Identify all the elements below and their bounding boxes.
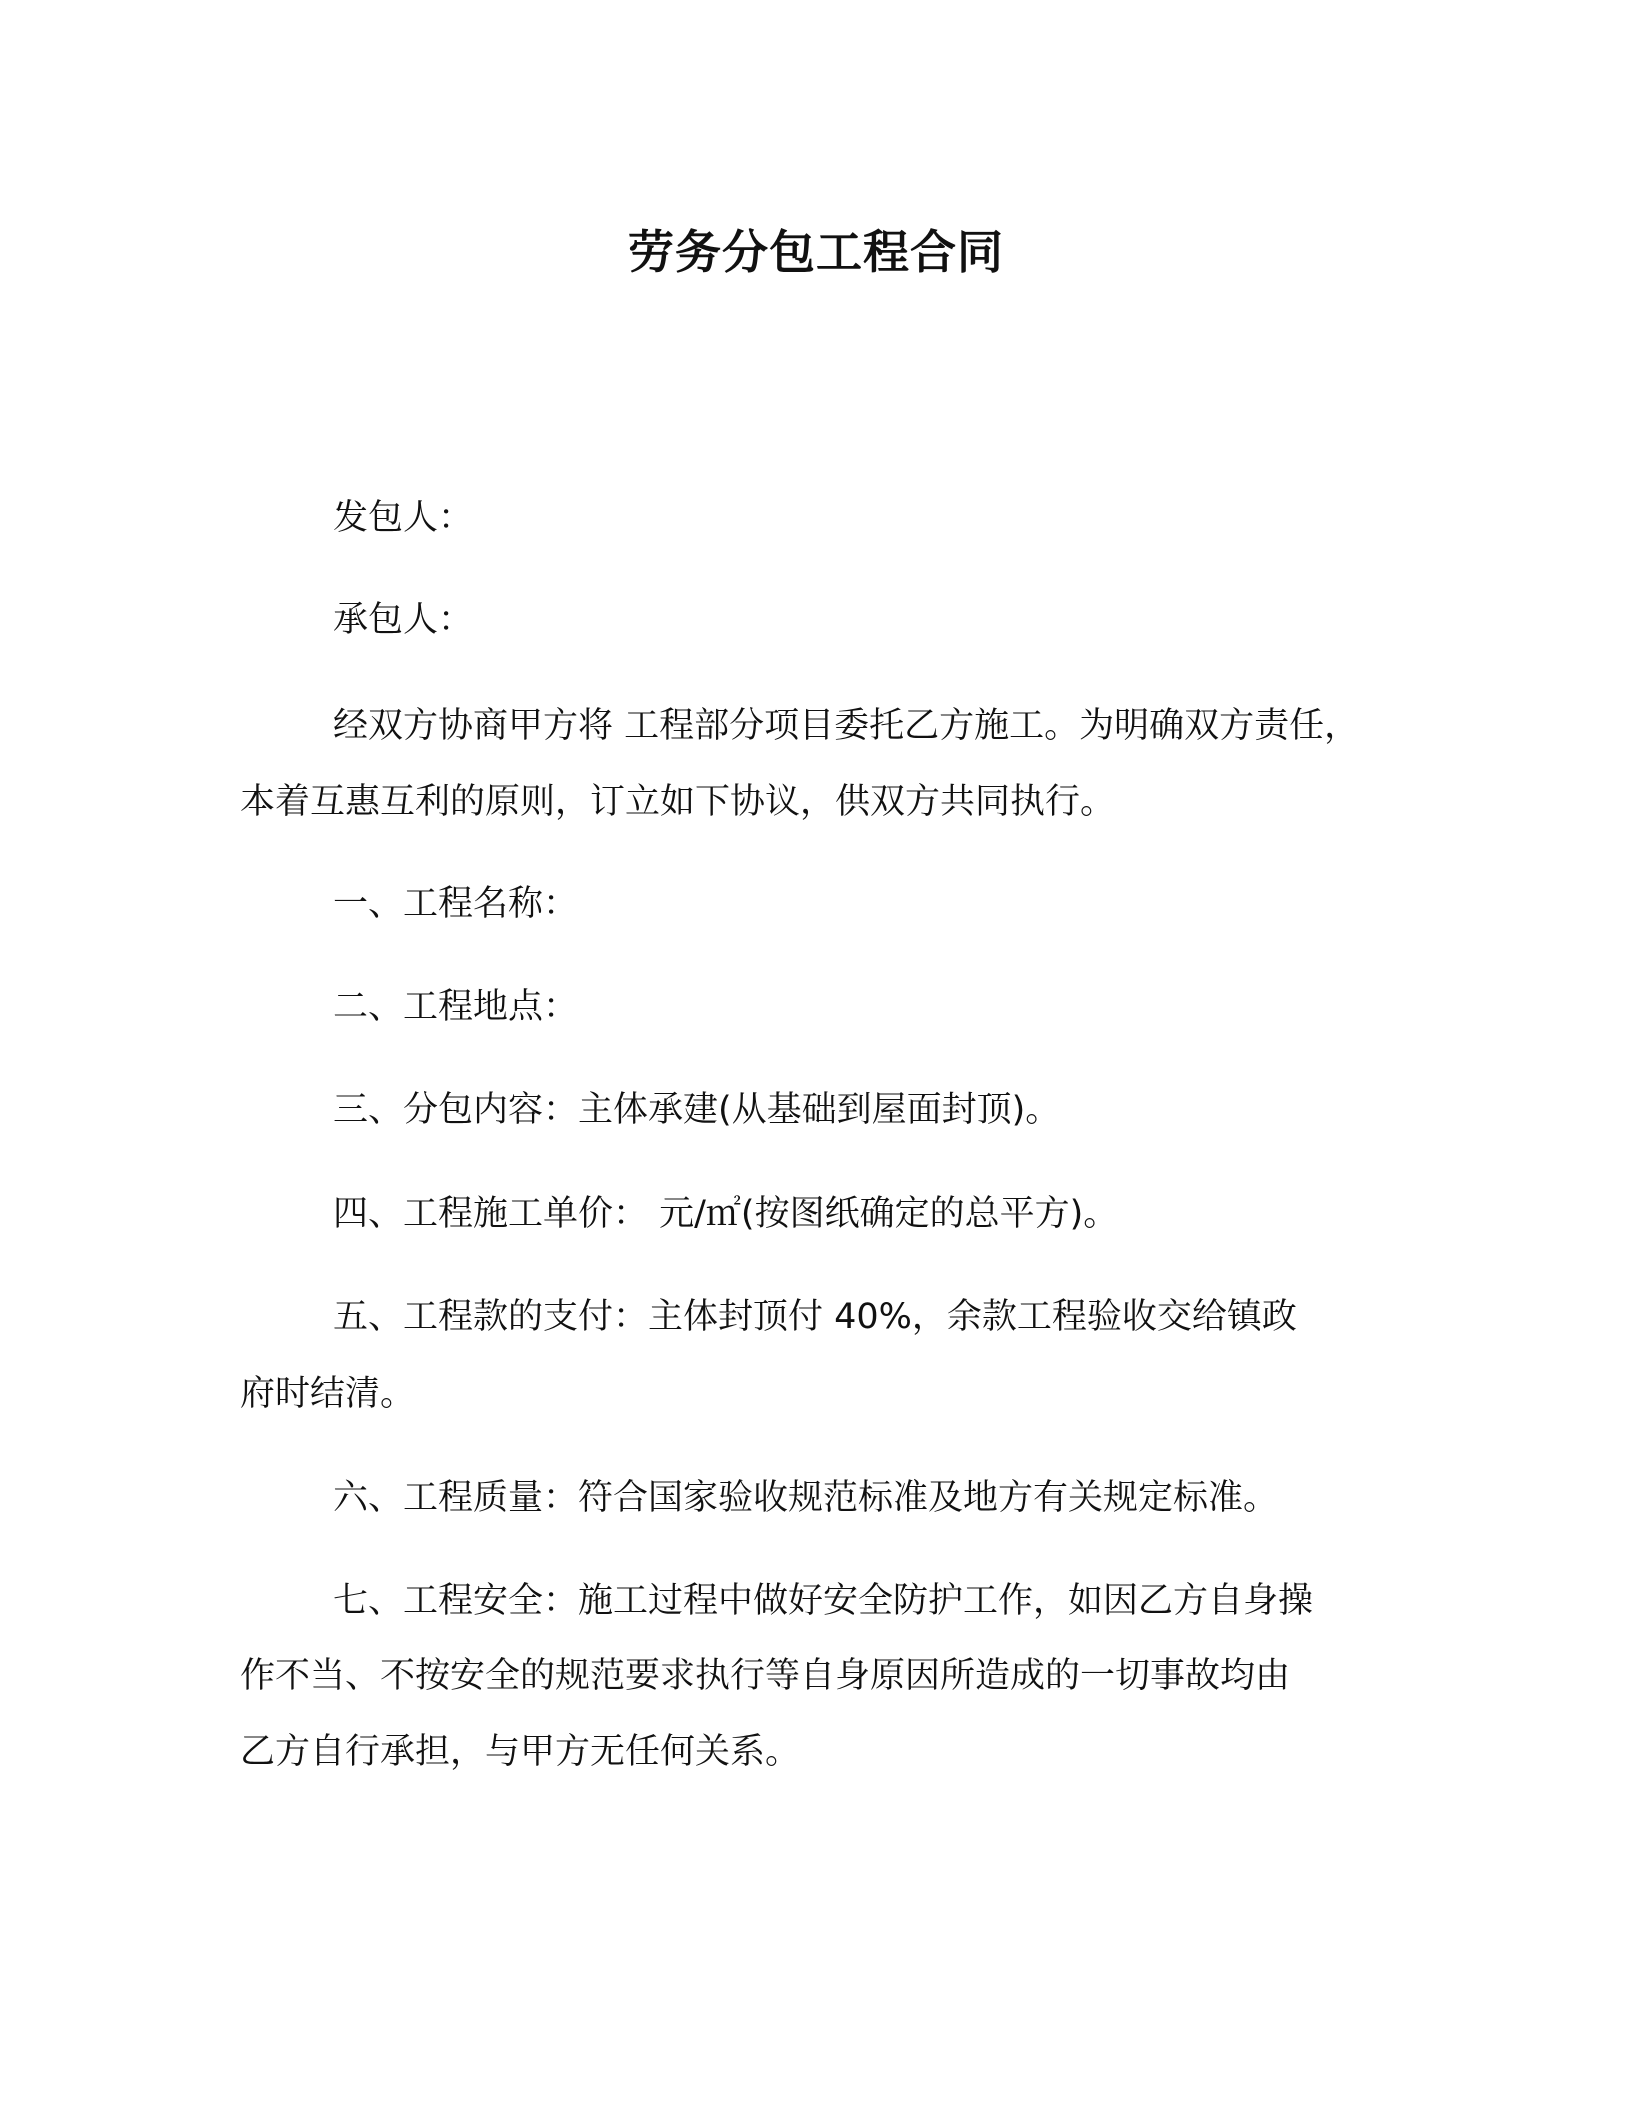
clause-5-payment-line-1: 五、工程款的支付：主体封顶付 40%，余款工程验收交给镇政	[333, 1297, 1297, 1337]
intro-paragraph-line-1: 经双方协商甲方将 工程部分项目委托乙方施工。为明确双方责任，	[333, 706, 1360, 746]
document-title: 劳务分包工程合同	[628, 225, 1004, 279]
intro-paragraph-line-2: 本着互惠互利的原则，订立如下协议，供双方共同执行。	[240, 782, 1116, 822]
clause-7-safety-line-3: 乙方自行承担，与甲方无任何关系。	[240, 1732, 801, 1772]
clause-7-safety-line-1: 七、工程安全：施工过程中做好安全防护工作，如因乙方自身操	[333, 1581, 1314, 1621]
clause-1-project-name: 一、工程名称：	[333, 884, 579, 924]
contractor-line: 承包人：	[333, 600, 474, 640]
clause-5-payment-line-2: 府时结清。	[240, 1374, 416, 1414]
clause-6-quality: 六、工程质量：符合国家验收规范标准及地方有关规定标准。	[333, 1478, 1279, 1518]
clause-2-project-location: 二、工程地点：	[333, 987, 579, 1027]
employer-line: 发包人：	[333, 498, 474, 538]
clause-7-safety-line-2: 作不当、不按安全的规范要求执行等自身原因所造成的一切事故均由	[240, 1656, 1291, 1696]
clause-4-unit-price: 四、工程施工单价： 元/㎡(按图纸确定的总平方)。	[333, 1194, 1119, 1234]
clause-3-subcontract-scope: 三、分包内容：主体承建(从基础到屋面封顶)。	[333, 1090, 1061, 1130]
